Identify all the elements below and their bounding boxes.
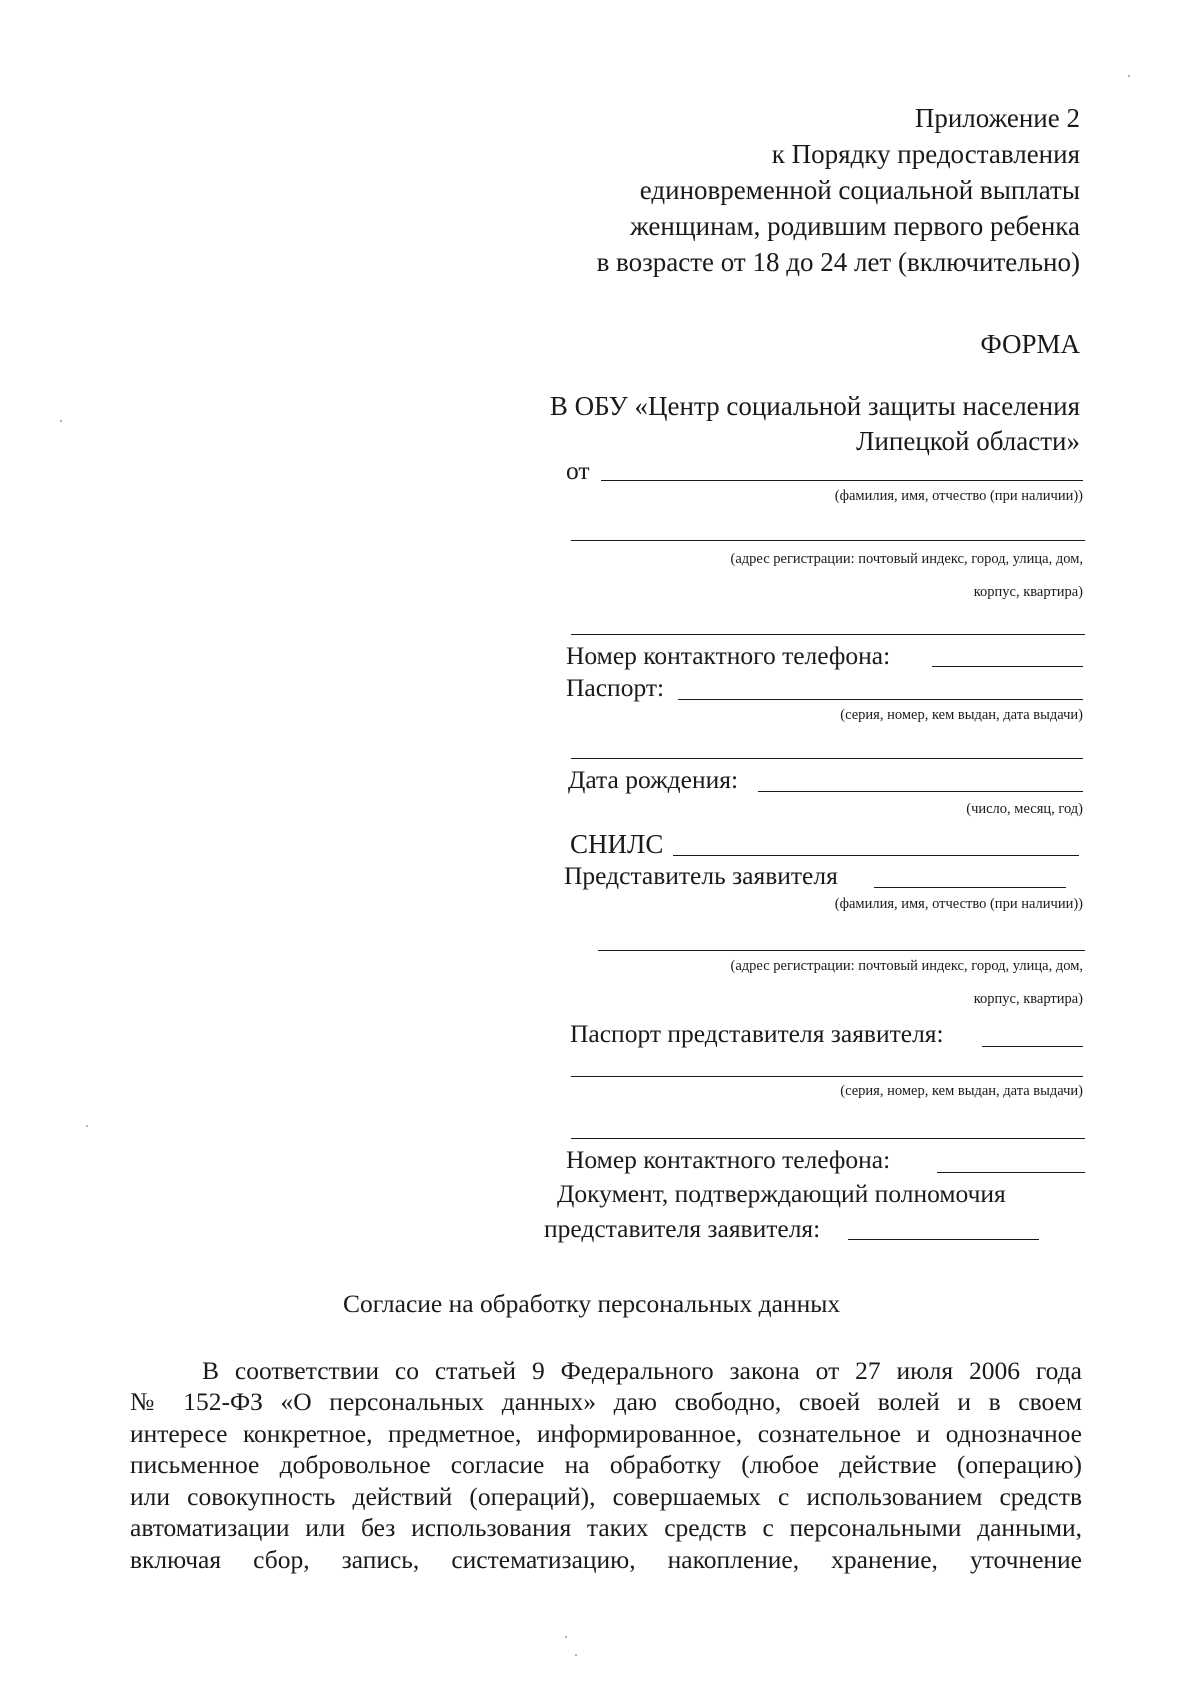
appendix-line-4: женщинам, родившим первого ребенка bbox=[630, 211, 1080, 241]
representative-address-hint-1: (адрес регистрации: почтовый индекс, город, улица, дом, bbox=[730, 958, 1083, 974]
applicant-passport-field-2[interactable] bbox=[571, 758, 1083, 759]
snils-field[interactable] bbox=[673, 855, 1079, 856]
applicant-passport-hint: (серия, номер, кем выдан, дата выдачи) bbox=[840, 707, 1083, 723]
consent-line-7: включая сбор, запись, систематизацию, накопление, хранение, уточнение bbox=[130, 1545, 1082, 1574]
scan-speck bbox=[575, 1654, 577, 1656]
appendix-line-5: в возрасте от 18 до 24 лет (включительно) bbox=[596, 247, 1080, 277]
consent-line-1: В соответствии со статьей 9 Федерального закона от 27 июля 2006 года bbox=[202, 1356, 1082, 1385]
scan-speck bbox=[86, 1125, 88, 1127]
representative-passport-field-2[interactable] bbox=[571, 1076, 1083, 1077]
consent-line-6: автоматизации или без использования таких средств с персональными данными, bbox=[130, 1513, 1082, 1542]
snils-label: СНИЛС bbox=[570, 829, 664, 859]
representative-phone-field[interactable] bbox=[937, 1172, 1085, 1173]
applicant-address-hint-1: (адрес регистрации: почтовый индекс, город, улица, дом, bbox=[730, 551, 1083, 567]
scan-speck bbox=[565, 1636, 567, 1638]
scan-speck bbox=[1128, 75, 1130, 77]
applicant-address-field-1[interactable] bbox=[571, 540, 1085, 541]
appendix-line-3: единовременной социальной выплаты bbox=[639, 175, 1080, 205]
representative-passport-field-3[interactable] bbox=[571, 1138, 1085, 1139]
consent-line-3: интересе конкретное, предметное, информированное, сознательное и однозначное bbox=[130, 1419, 1082, 1448]
birth-date-label: Дата рождения: bbox=[568, 765, 739, 794]
birth-date-hint: (число, месяц, год) bbox=[966, 801, 1083, 817]
representative-fio-hint: (фамилия, имя, отчество (при наличии)) bbox=[834, 896, 1083, 912]
consent-title: Согласие на обработку персональных данных bbox=[343, 1289, 841, 1318]
applicant-fio-field[interactable] bbox=[601, 480, 1083, 481]
form-label: ФОРМА bbox=[980, 329, 1080, 359]
representative-doc-label-1: Документ, подтверждающий полномочия bbox=[557, 1179, 1006, 1208]
representative-address-hint-2: корпус, квартира) bbox=[973, 991, 1083, 1007]
applicant-phone-field[interactable] bbox=[932, 666, 1083, 667]
representative-phone-label: Номер контактного телефона: bbox=[566, 1145, 891, 1174]
consent-line-5: или совокупность действий (операций), совершаемых с использованием средств bbox=[130, 1482, 1082, 1511]
consent-line-4: письменное добровольное согласие на обработку (любое действие (операцию) bbox=[130, 1450, 1082, 1479]
scan-speck bbox=[60, 420, 62, 422]
addressee-line-1: В ОБУ «Центр социальной защиты населения bbox=[549, 391, 1080, 421]
representative-passport-hint: (серия, номер, кем выдан, дата выдачи) bbox=[840, 1083, 1083, 1099]
addressee-line-2: Липецкой области» bbox=[856, 426, 1080, 456]
appendix-line-1: Приложение 2 bbox=[914, 103, 1080, 133]
representative-passport-field[interactable] bbox=[982, 1046, 1083, 1047]
applicant-fio-hint: (фамилия, имя, отчество (при наличии)) bbox=[834, 488, 1083, 504]
representative-passport-label: Паспорт представителя заявителя: bbox=[570, 1019, 944, 1048]
applicant-passport-label: Паспорт: bbox=[566, 673, 665, 702]
applicant-address-field-2[interactable] bbox=[571, 634, 1085, 635]
representative-doc-field[interactable] bbox=[848, 1239, 1039, 1240]
representative-label: Представитель заявителя bbox=[564, 861, 838, 890]
consent-line-2: № 152-ФЗ «О персональных данных» даю свободно, своей волей и в своем bbox=[130, 1387, 1082, 1416]
representative-doc-label-2: представителя заявителя: bbox=[544, 1214, 821, 1243]
from-label: от bbox=[566, 456, 590, 485]
applicant-address-hint-2: корпус, квартира) bbox=[973, 584, 1083, 600]
representative-fio-field[interactable] bbox=[874, 887, 1066, 888]
appendix-line-2: к Порядку предоставления bbox=[771, 139, 1080, 169]
applicant-phone-label: Номер контактного телефона: bbox=[566, 641, 891, 670]
birth-date-field[interactable] bbox=[758, 791, 1083, 792]
representative-address-field[interactable] bbox=[598, 950, 1085, 951]
applicant-passport-field[interactable] bbox=[678, 699, 1083, 700]
